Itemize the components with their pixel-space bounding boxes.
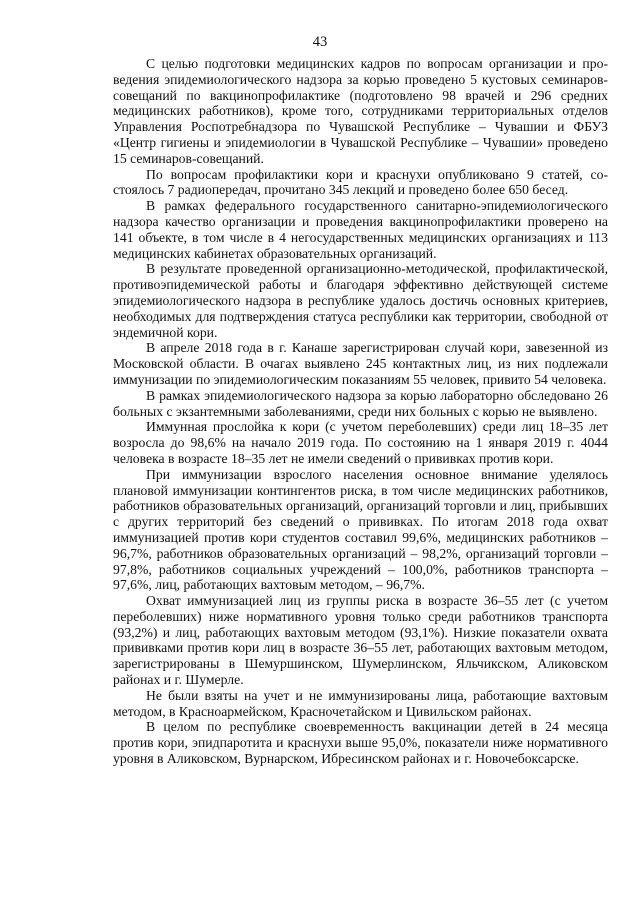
paragraph-not-registered: Не были взяты на учет и не иммунизированы лица, работающие вахтовым методом, в Красноармейском, Красночетайском и Цивильском районах. [113,687,608,719]
paragraph-immunity: Иммунная прослойка к кори (с учетом переболевших) среди лиц 18–35 лет возросла до 98,6% на начало 2019 года. По состоянию на 1 января 2019 г. 4044 человека в возрасте 18–35 лет не имели сведений о прививках против кори. [113,419,608,466]
paragraph-adult-immunization: При иммунизации взрослого населения основное внимание уделялось плановой иммунизации контингентов риска, в том числе медицинских работников, работников образовательных организаций, организаций торговли и лиц, прибывших с других территорий без сведений о прививках. По итогам 2018 года охват иммунизацией против кори студентов составил 99,6%, медицинских работников – 96,7%, работников образовательных организаций – 98,2%, организаций торговли – 97,8%, работников социальных учреждений – 100,0%, работников транспорта – 97,6%, лиц, работающих вахтовым методом, – 96,7%. [113,466,608,593]
paragraph-timeliness: В целом по республике своевременность вакцинации детей в 24 месяца против кори, эпидпаротита и краснухи выше 95,0%, показатели ниже нормативного уровня в Аликовском, Вурнарском, Ибресинском районах и г. Новочебоксарске. [113,719,608,767]
paragraph-training: С целью подготовки медицинских кадров по вопросам организации и проведения эпидемиологического надзора за корью проведено 5 кустовых семинаров-совещаний по вакцинопрофилактике (подготовлено 98 врачей и 296 средних медицинских работников), кроме того, сотрудниками территориальных отделов Управления Роспотребнадзора по Чувашской Республике – Чувашии и ФБУЗ «Центр гигиены и эпидемиологии в Чувашской Республике – Чувашии» проведено 15 семинаров-совещаний. [113,56,608,166]
paragraph-publications: По вопросам профилактики кори и краснухи опубликовано 9 статей, состоялось 7 радиопередач, прочитано 345 лекций и проведено более 650 бесед. [113,166,608,198]
document-body [113,56,608,767]
paragraph-lab-surveillance: В рамках эпидемиологического надзора за корью лабораторно обследовано 26 больных с экзантемными заболеваниями, среди них больных с корью не выявлено. [113,387,608,419]
paragraph-results: В результате проведенной организационно-методической, профилактической, противоэпидемической работы и благодаря эффективно действующей системе эпидемиологического надзора в республике удалось достичь основных критериев, необходимых для подтверждения статуса республики как территории, свободной от эндемичной кори. [113,261,608,340]
paragraph-inspections: В рамках федерального государственного санитарно-эпидемиологического надзора качество организации и проведения вакцинопрофилактики проверено на 141 объекте, в том числе в 4 негосударственных медицинских организациях и 113 медицинских кабинетах образовательных организаций. [113,198,608,261]
page-number: 43 [312,34,328,50]
paragraph-risk-group-coverage: Охват иммунизацией лиц из группы риска в возрасте 36–55 лет (с учетом переболевших) ниже нормативного уровня только среди работников транспорта (93,2%) и лиц, работающих вахтовым методом (93,1%). Низкие показатели охвата прививками против кори лиц в возрасте 36–55 лет, работающих вахтовым методом, зарегистрированы в Шемуршинском, Шумерлинском, Яльчикском, Аликовском районах и г. Шумерле. [113,593,608,688]
paragraph-kanash-case: В апреле 2018 года в г. Канаше зарегистрирован случай кори, завезенной из Московской области. В очагах выявлено 245 контактных лиц, из них подлежали иммунизации по эпидемиологическим показаниям 55 человек, привито 54 человека. [113,340,608,387]
